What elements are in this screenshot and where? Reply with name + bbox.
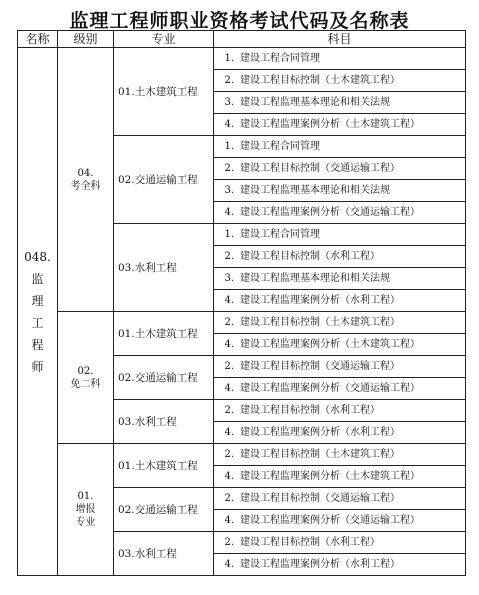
- subject-text: 建设工程监理基本理论和相关法规: [240, 184, 390, 196]
- subject-text: 建设工程监理案例分析（交通运输工程）: [240, 382, 420, 394]
- exam-name: 监理工程师: [31, 271, 44, 374]
- level-label: 增报专业: [75, 504, 96, 528]
- profession-cell: 01.土木建筑工程: [114, 444, 214, 488]
- subject-text: 建设工程监理案例分析（交通运输工程）: [240, 514, 420, 526]
- subject-cell: [214, 400, 466, 422]
- subject-number: 2.: [224, 492, 234, 504]
- level-cell: [58, 312, 114, 444]
- level-label: 考全科: [70, 180, 101, 192]
- subject-number: 2.: [224, 316, 234, 328]
- subject-text: 建设工程目标控制（交通运输工程）: [240, 492, 400, 504]
- subject-cell: [214, 180, 466, 202]
- document-title: 监理工程师职业资格考试代码及名称表: [69, 10, 410, 32]
- profession-cell: 01.土木建筑工程: [114, 48, 214, 136]
- subject-cell: [214, 114, 466, 136]
- profession-cell: 03.水利工程: [114, 224, 214, 312]
- subject-number: 4.: [224, 514, 234, 526]
- subject-text: 建设工程监理案例分析（土木建筑工程）: [240, 118, 420, 130]
- subject-cell: [214, 444, 466, 466]
- profession-cell: 02.交通运输工程: [114, 136, 214, 224]
- subject-number: 2.: [224, 74, 234, 86]
- subject-cell: [214, 422, 466, 444]
- subject-number: 2.: [224, 536, 234, 548]
- subject-number: 2.: [224, 250, 234, 262]
- subject-text: 建设工程监理案例分析（土木建筑工程）: [240, 338, 420, 350]
- subject-cell: [214, 136, 466, 158]
- subject-text: 建设工程目标控制（水利工程）: [240, 404, 380, 416]
- subject-text: 建设工程监理案例分析（土木建筑工程）: [240, 470, 420, 482]
- header-name: 名称: [18, 31, 58, 48]
- subject-number: 1.: [224, 228, 234, 240]
- subject-cell: [214, 224, 466, 246]
- table-row: [18, 48, 466, 70]
- subject-number: 4.: [224, 338, 234, 350]
- subject-cell: [214, 510, 466, 532]
- profession-cell: 02.交通运输工程: [114, 356, 214, 400]
- subject-cell: [214, 378, 466, 400]
- profession-cell: 02.交通运输工程: [114, 488, 214, 532]
- header-subject: 科目: [214, 31, 466, 48]
- subject-cell: [214, 158, 466, 180]
- subject-cell: [214, 488, 466, 510]
- subject-number: 3.: [224, 96, 234, 108]
- profession-cell: 03.水利工程: [114, 400, 214, 444]
- subject-text: 建设工程合同管理: [240, 228, 320, 240]
- subject-text: 建设工程监理案例分析（交通运输工程）: [240, 206, 420, 218]
- subject-cell: [214, 356, 466, 378]
- level-code: 02.: [77, 365, 94, 377]
- exam-name-cell: [18, 48, 58, 576]
- subject-text: 建设工程目标控制（土木建筑工程）: [240, 448, 400, 460]
- table-row: [18, 444, 466, 466]
- subject-cell: [214, 70, 466, 92]
- subject-cell: [214, 334, 466, 356]
- level-cell: [58, 444, 114, 576]
- table-header-row: [18, 31, 466, 48]
- subject-cell: [214, 466, 466, 488]
- subject-number: 2.: [224, 448, 234, 460]
- exam-code: 048.: [24, 249, 51, 264]
- subject-number: 4.: [224, 426, 234, 438]
- subject-number: 1.: [224, 140, 234, 152]
- subject-cell: [214, 268, 466, 290]
- exam-code-table: [17, 30, 466, 576]
- subject-text: 建设工程合同管理: [240, 140, 320, 152]
- table-row: [18, 312, 466, 334]
- level-cell: [58, 48, 114, 312]
- subject-text: 建设工程目标控制（交通运输工程）: [240, 162, 400, 174]
- level-code: 04.: [77, 167, 94, 179]
- level-label: 免二科: [70, 378, 101, 390]
- subject-number: 2.: [224, 404, 234, 416]
- subject-text: 建设工程监理基本理论和相关法规: [240, 96, 390, 108]
- subject-text: 建设工程合同管理: [240, 52, 320, 64]
- subject-text: 建设工程监理案例分析（水利工程）: [240, 558, 400, 570]
- subject-number: 4.: [224, 470, 234, 482]
- subject-number: 2.: [224, 162, 234, 174]
- subject-text: 建设工程目标控制（水利工程）: [240, 536, 380, 548]
- subject-text: 建设工程目标控制（土木建筑工程）: [240, 74, 400, 86]
- subject-number: 4.: [224, 206, 234, 218]
- subject-text: 建设工程目标控制（水利工程）: [240, 250, 380, 262]
- profession-cell: 01.土木建筑工程: [114, 312, 214, 356]
- subject-cell: [214, 312, 466, 334]
- subject-text: 建设工程监理基本理论和相关法规: [240, 272, 390, 284]
- subject-cell: [214, 554, 466, 576]
- subject-text: 建设工程目标控制（交通运输工程）: [240, 360, 400, 372]
- subject-number: 4.: [224, 558, 234, 570]
- subject-number: 1.: [224, 52, 234, 64]
- header-profession: 专业: [114, 31, 214, 48]
- subject-cell: [214, 202, 466, 224]
- subject-cell: [214, 290, 466, 312]
- subject-text: 建设工程目标控制（土木建筑工程）: [240, 316, 400, 328]
- level-code: 01.: [77, 491, 94, 502]
- subject-text: 建设工程监理案例分析（水利工程）: [240, 426, 400, 438]
- subject-cell: [214, 246, 466, 268]
- subject-cell: [214, 48, 466, 70]
- subject-number: 3.: [224, 184, 234, 196]
- table-body: [18, 48, 466, 576]
- profession-cell: 03.水利工程: [114, 532, 214, 576]
- header-level: 级别: [58, 31, 114, 48]
- subject-number: 2.: [224, 360, 234, 372]
- subject-number: 4.: [224, 294, 234, 306]
- subject-number: 4.: [224, 382, 234, 394]
- subject-cell: [214, 92, 466, 114]
- subject-number: 3.: [224, 272, 234, 284]
- subject-number: 4.: [224, 118, 234, 130]
- subject-text: 建设工程监理案例分析（水利工程）: [240, 294, 400, 306]
- subject-cell: [214, 532, 466, 554]
